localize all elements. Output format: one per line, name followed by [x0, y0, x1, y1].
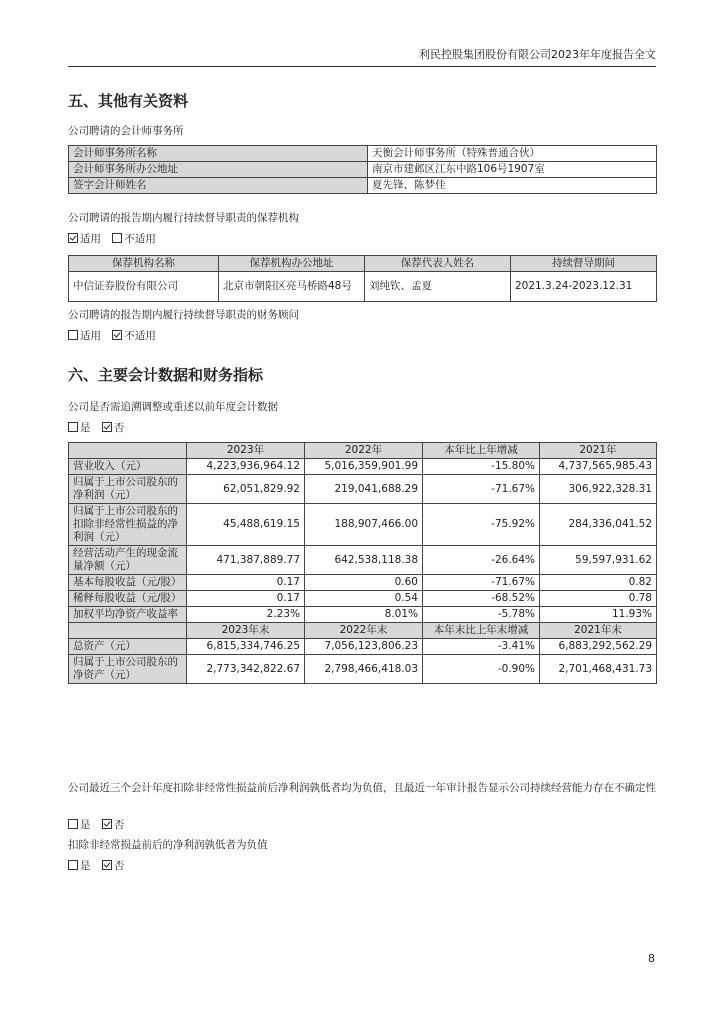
table-cell: 7,056,123,806.23: [305, 639, 423, 655]
auditor-caption: 公司聘请的会计师事务所: [68, 125, 184, 137]
table-cell: 北京市朝阳区亮马桥路48号: [219, 272, 365, 302]
table-cell: 4,223,936,964.12: [187, 459, 305, 475]
section-title-financial: 六、主要会计数据和财务指标: [68, 366, 264, 384]
table-row: [69, 591, 657, 607]
table-cell: -26.64%: [423, 546, 540, 575]
table-cell: 45,488,619.15: [187, 504, 305, 546]
table-cell: 471,387,889.77: [187, 546, 305, 575]
option-yes[interactable]: 适用: [68, 233, 101, 245]
checkbox-checked-icon[interactable]: [68, 233, 78, 243]
table-header-cell: 2021年末: [540, 623, 657, 639]
table-cell: 0.78: [540, 591, 657, 607]
table-row: [69, 272, 657, 302]
auditor-table: [68, 145, 657, 194]
checkbox-checked-icon[interactable]: [102, 422, 112, 432]
table-cell: 6,815,334,746.25: [187, 639, 305, 655]
table-cell: -75.92%: [423, 504, 540, 546]
table-header-cell: 2022年: [305, 443, 423, 459]
table-cell: 219,041,688.29: [305, 475, 423, 504]
table-cell: 8.01%: [305, 607, 423, 623]
table-cell: 2.23%: [187, 607, 305, 623]
table-cell: 归属于上市公司股东的净利润（元）: [69, 475, 187, 504]
checkbox-checked-icon[interactable]: [102, 860, 112, 870]
table-cell: 总资产（元）: [69, 639, 187, 655]
checkbox-checked-icon[interactable]: [102, 819, 112, 829]
table-cell: 0.60: [305, 575, 423, 591]
table-cell: 稀释每股收益（元/股）: [69, 591, 187, 607]
option-yes[interactable]: 适用: [68, 330, 101, 342]
going-concern-note: 公司最近三个会计年度扣除非经常性损益前后净利润孰低者均为负值，且最近一年审计报告显示公司持续经营能力存在不确定性: [68, 782, 656, 794]
table-header-row: [69, 256, 657, 272]
table-cell: 2021.3.24-2023.12.31: [511, 272, 657, 302]
table-row: [69, 639, 657, 655]
table-cell: 夏先锋、陈梦佳: [368, 178, 657, 194]
table-cell: 2,798,466,418.03: [305, 655, 423, 684]
table-row: [69, 504, 657, 546]
table-cell: 归属于上市公司股东的扣除非经常性损益的净利润（元）: [69, 504, 187, 546]
option-no[interactable]: 不适用: [112, 330, 156, 342]
table-header-cell: 保荐代表人姓名: [365, 256, 511, 272]
table-cell: 会计师事务所名称: [69, 146, 368, 162]
table-row: [69, 178, 657, 194]
checkbox-icon[interactable]: [68, 860, 78, 870]
advisor-caption: 公司聘请的报告期内履行持续督导职责的财务顾问: [68, 309, 299, 321]
page-header: 利民控股集团股份有限公司2023年年度报告全文: [68, 46, 656, 67]
table-cell: -71.67%: [423, 575, 540, 591]
page-number: 8: [648, 952, 655, 965]
table-header-cell: [69, 623, 187, 639]
negative-profit-note: 扣除非经常损益前后的净利润孰低者为负值: [68, 839, 268, 851]
table-row: [69, 655, 657, 684]
table-header-row: [69, 443, 657, 459]
table-row: [69, 607, 657, 623]
table-cell: 刘纯钦、孟夏: [365, 272, 511, 302]
sponsor-table: [68, 255, 657, 302]
table-header-cell: [69, 443, 187, 459]
table-cell: -5.78%: [423, 607, 540, 623]
table-header-cell: 保荐机构办公地址: [219, 256, 365, 272]
option-yes[interactable]: 是: [68, 819, 91, 831]
table-cell: -71.67%: [423, 475, 540, 504]
table-cell: -15.80%: [423, 459, 540, 475]
table-cell: 签字会计师姓名: [69, 178, 368, 194]
table-cell: 2,701,468,431.73: [540, 655, 657, 684]
table-cell: 0.82: [540, 575, 657, 591]
table-cell: 4,737,565,985.43: [540, 459, 657, 475]
table-row: [69, 575, 657, 591]
restate-caption: 公司是否需追溯调整或重述以前年度会计数据: [68, 401, 278, 413]
table-cell: 0.17: [187, 575, 305, 591]
table-row: [69, 162, 657, 178]
going-concern-options: [68, 818, 132, 833]
table-cell: 284,336,041.52: [540, 504, 657, 546]
table-header-cell: 本年比上年增减: [423, 443, 540, 459]
table-cell: 6,883,292,562.29: [540, 639, 657, 655]
table-header-cell: 本年末比上年末增减: [423, 623, 540, 639]
section-title-other-info: 五、其他有关资料: [68, 92, 189, 110]
table-cell: 2,773,342,822.67: [187, 655, 305, 684]
table-row: [69, 546, 657, 575]
table-cell: -68.52%: [423, 591, 540, 607]
table-header-cell: 2023年: [187, 443, 305, 459]
table-cell: 11.93%: [540, 607, 657, 623]
table-cell: 59,597,931.62: [540, 546, 657, 575]
table-cell: 加权平均净资产收益率: [69, 607, 187, 623]
restate-options: [68, 421, 132, 436]
option-yes[interactable]: 是: [68, 860, 91, 872]
table-cell: 营业收入（元）: [69, 459, 187, 475]
checkbox-icon[interactable]: [68, 819, 78, 829]
table-header-cell: 保荐机构名称: [69, 256, 219, 272]
table-cell: 归属于上市公司股东的净资产（元）: [69, 655, 187, 684]
checkbox-checked-icon[interactable]: [112, 330, 122, 340]
table-header-cell: 2022年末: [305, 623, 423, 639]
option-no[interactable]: 不适用: [112, 233, 156, 245]
table-cell: 306,922,328.31: [540, 475, 657, 504]
option-no[interactable]: 否: [102, 819, 125, 831]
advisor-options: [68, 329, 164, 344]
table-row: [69, 459, 657, 475]
checkbox-icon[interactable]: [68, 330, 78, 340]
table-header-cell: 2023年末: [187, 623, 305, 639]
table-cell: 经营活动产生的现金流量净额（元）: [69, 546, 187, 575]
table-cell: 南京市建邺区江东中路106号1907室: [368, 162, 657, 178]
checkbox-icon[interactable]: [112, 233, 122, 243]
table-cell: 5,016,359,901.99: [305, 459, 423, 475]
table-cell: 188,907,466.00: [305, 504, 423, 546]
table-header-row: [69, 623, 657, 639]
table-cell: 中信证券股份有限公司: [69, 272, 219, 302]
financial-table: [68, 442, 657, 684]
sponsor-options: [68, 232, 164, 247]
table-cell: 0.54: [305, 591, 423, 607]
table-header-cell: 2021年: [540, 443, 657, 459]
option-yes[interactable]: 是: [68, 422, 91, 434]
option-no[interactable]: 否: [102, 860, 125, 872]
table-cell: 会计师事务所办公地址: [69, 162, 368, 178]
checkbox-icon[interactable]: [68, 422, 78, 432]
table-cell: -3.41%: [423, 639, 540, 655]
table-cell: 基本每股收益（元/股）: [69, 575, 187, 591]
table-cell: 0.17: [187, 591, 305, 607]
table-row: [69, 146, 657, 162]
option-no[interactable]: 否: [102, 422, 125, 434]
table-cell: -0.90%: [423, 655, 540, 684]
table-cell: 62,051,829.92: [187, 475, 305, 504]
table-header-cell: 持续督导期间: [511, 256, 657, 272]
table-cell: 642,538,118.38: [305, 546, 423, 575]
negative-profit-options: [68, 859, 132, 874]
table-cell: 天衡会计师事务所（特殊普通合伙）: [368, 146, 657, 162]
table-row: [69, 475, 657, 504]
sponsor-caption: 公司聘请的报告期内履行持续督导职责的保荐机构: [68, 212, 299, 224]
